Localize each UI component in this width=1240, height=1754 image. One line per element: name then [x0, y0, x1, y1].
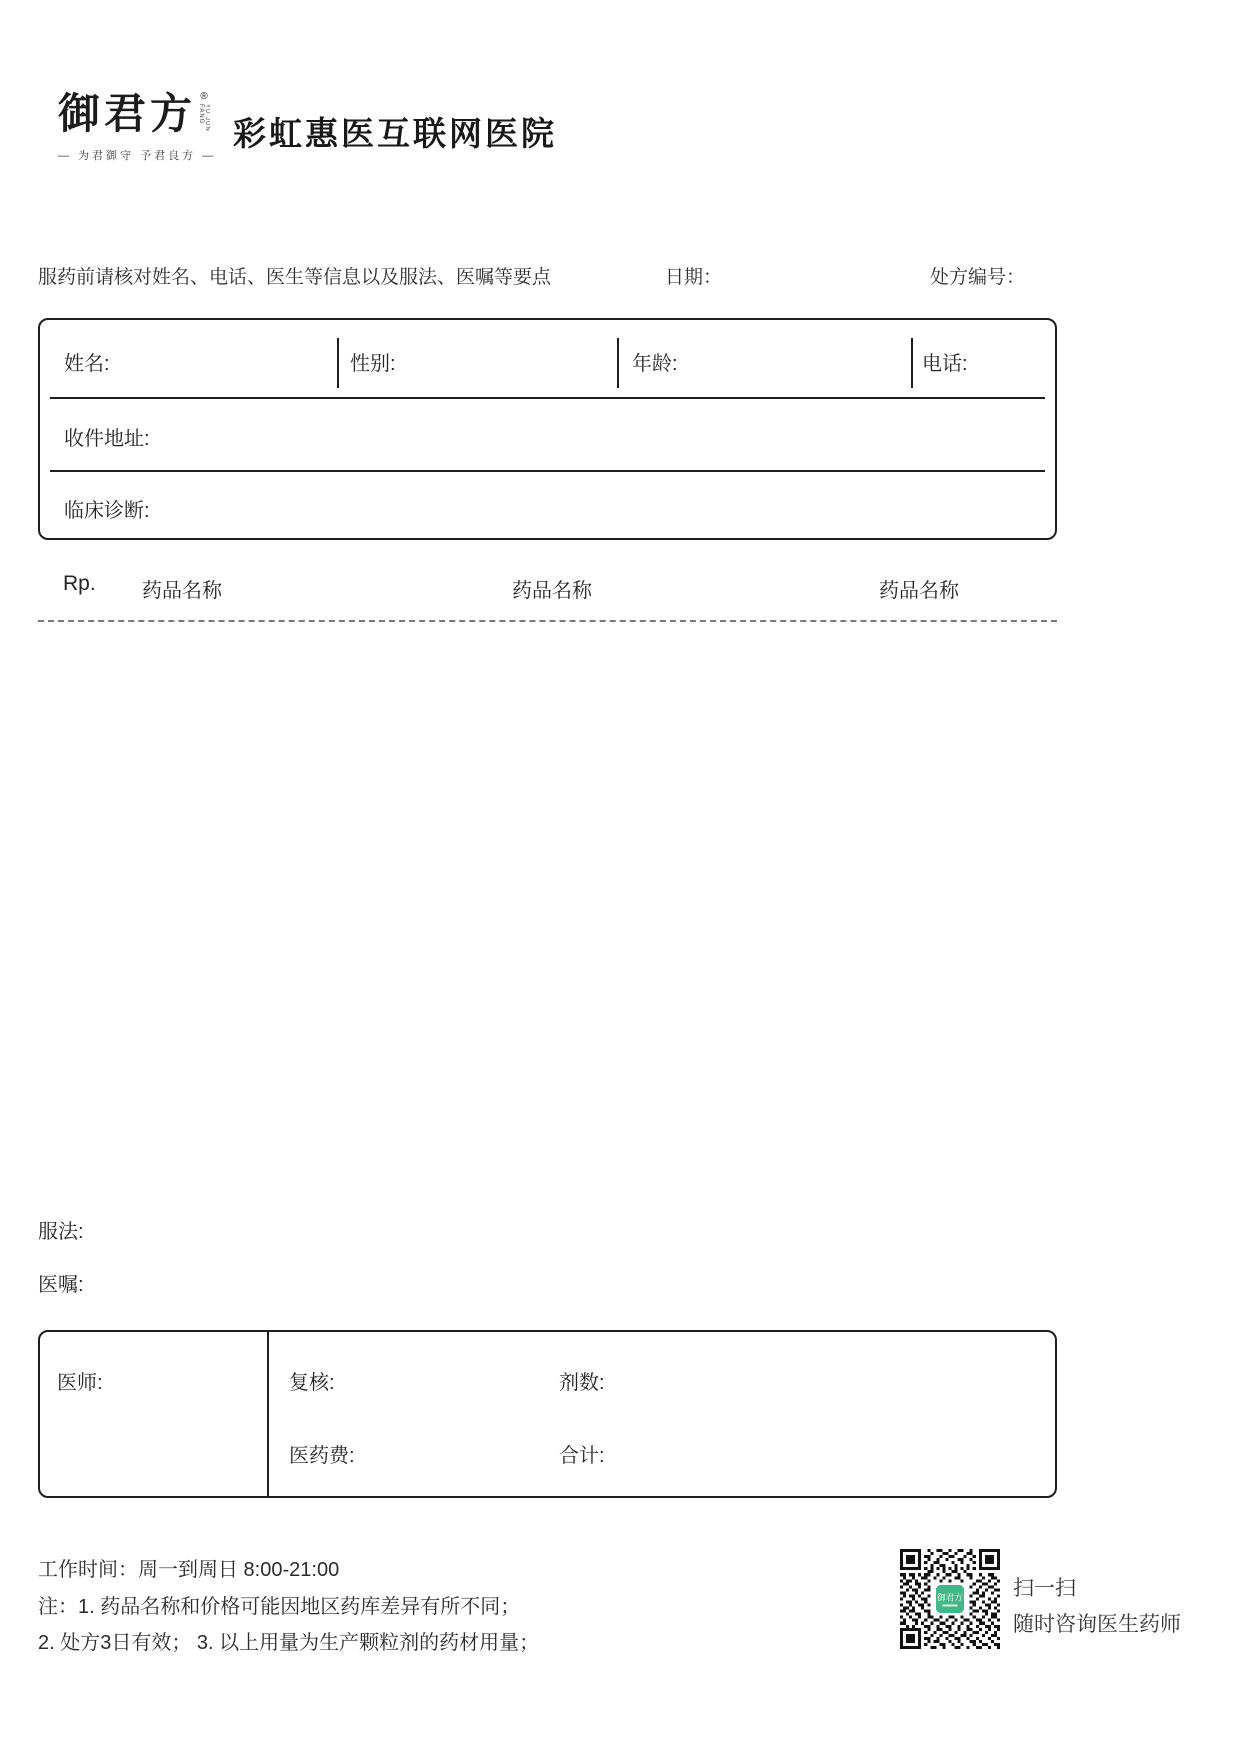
phone-field-label: 电话: [922, 353, 968, 375]
drug-name-column-header: 药品名称 [879, 580, 959, 602]
drug-name-column-header: 药品名称 [142, 580, 222, 602]
dashed-separator [38, 620, 1057, 622]
verification-notice: 服药前请核对姓名、电话、医生等信息以及服法、医嘱等要点 [38, 267, 552, 288]
qr-code [900, 1549, 1000, 1649]
brand-logo [58, 89, 217, 163]
doctor-label: 医师: [57, 1372, 103, 1394]
diagnosis-field-label: 临床诊断: [64, 500, 150, 522]
prescription-number-label: 处方编号： [930, 267, 1026, 288]
column-divider [267, 1332, 269, 1496]
brand-romanized-text: YU JUN FANG [198, 104, 211, 132]
working-hours: 工作时间：周一到周日 8:00-21:00 [38, 1559, 340, 1581]
date-label: 日期： [665, 267, 723, 288]
doctor-advice-label: 医嘱: [38, 1274, 84, 1296]
brand-logo-text: 御君方 [58, 89, 197, 138]
drug-name-column-header: 药品名称 [512, 580, 592, 602]
hospital-name: 彩虹惠医互联网医院 [233, 115, 557, 152]
usage-method-label: 服法: [38, 1221, 84, 1243]
note-line-2: 2. 处方3日有效； 3. 以上用量为生产颗粒剂的药材用量； [38, 1632, 540, 1654]
signature-fee-box [38, 1330, 1057, 1498]
patient-info-box [38, 318, 1057, 540]
address-field-label: 收件地址: [64, 428, 150, 450]
age-field-label: 年龄: [632, 353, 678, 375]
column-divider [617, 338, 619, 388]
row-divider [50, 397, 1045, 399]
row-divider [50, 470, 1045, 472]
review-label: 复核: [289, 1372, 335, 1394]
column-divider [911, 338, 913, 388]
scan-label: 扫一扫 [1013, 1577, 1076, 1600]
dose-count-label: 剂数: [559, 1372, 605, 1394]
rp-label: Rp. [63, 572, 96, 595]
registered-trademark-icon: ® [200, 91, 208, 102]
note-line-1: 注：1. 药品名称和价格可能因地区药库差异有所不同； [38, 1596, 521, 1618]
gender-field-label: 性别: [350, 353, 396, 375]
name-field-label: 姓名: [64, 353, 110, 375]
column-divider [337, 338, 339, 388]
svg-text:御君方: 御君方 [937, 1592, 963, 1603]
total-label: 合计: [559, 1445, 605, 1467]
scan-description: 随时咨询医生药师 [1013, 1613, 1181, 1636]
qr-center-logo [935, 1584, 965, 1614]
brand-tagline: — 为君御守 予君良方 — [58, 150, 217, 162]
medicine-fee-label: 医药费: [289, 1445, 355, 1467]
